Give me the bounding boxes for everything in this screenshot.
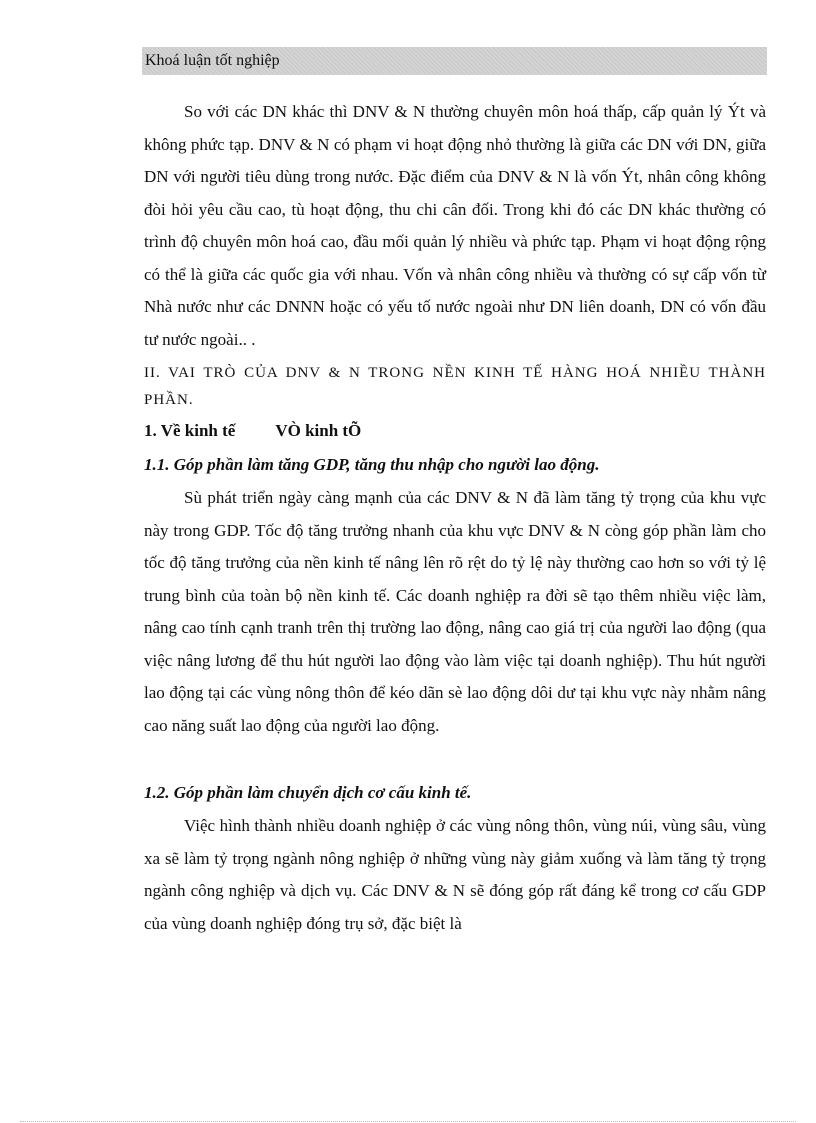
paragraph-gdp: Sù phát triển ngày càng mạnh của các DNV & N đã làm tăng tỷ trọng của khu vực này trong GDP. Tốc độ tăng trưởng nhanh của khu vực DNV & N còng góp phần làm cho tốc độ tăng trưởng của nền kinh tế nâng lên rõ rệt do tỷ lệ này thường cao hơn so với tỷ lệ trung bình của toàn bộ nền kinh tế. Các doanh nghiệp ra đời sẽ tạo thêm nhiều việc làm, nâng cao tính cạnh tranh trên thị trường lao động, nâng cao giá trị của người lao động (qua việc nâng lương để thu hút người lao động vào làm việc tại doanh nghiệp). Thu hút người lao động tại các vùng nông thôn để kéo dãn sè lao động dôi dư tại khu vực này nhằm nâng cao năng suất lao động của người lao động. (144, 488, 766, 735)
paragraph-structure: Việc hình thành nhiều doanh nghiệp ở các vùng nông thôn, vùng núi, vùng sâu, vùng xa sẽ làm tỷ trọng ngành nông nghiệp ở những vùng này giảm xuống và làm tăng tỷ trọng ngành công nghiệp và dịch vụ. Các DNV & N sẽ đóng góp rất đáng kể trong cơ cấu GDP của vùng doanh nghiệp đóng trụ sở, đặc biệt là (144, 816, 766, 933)
section-heading-roles: II. VAI TRÒ CỦA DNV & N TRONG NỀN KINH TẾ HÀNG HOÁ NHIỀU THÀNH PHẦN. (144, 365, 766, 408)
subheading-gdp: 1.1. Góp phần làm tăng GDP, tăng thu nhập cho người lao động. (144, 455, 600, 474)
document-body (144, 96, 766, 940)
subheading-economy-label: 1. Về kinh tế (144, 421, 236, 440)
paragraph-comparison: So với các DN khác thì DNV & N thường chuyên môn hoá thấp, cấp quản lý Ýt và không phức tạp. DNV & N có phạm vi hoạt động nhỏ thường là giữa các DN với DN, giữa DN với người tiêu dùng trong nước. Đặc điểm của DNV & N là vốn Ýt, nhân công không đòi hỏi yêu cầu cao, tù hoạt động, thu chi cân đối. Trong khi đó các DN khác thường có trình độ chuyên môn hoá cao, đầu mối quản lý nhiều và phức tạp. Phạm vi hoạt động rộng có thể là giữa các quốc gia với nhau. Vốn và nhân công nhiều và thường có sự cấp vốn từ Nhà nước như các DNNN hoặc có yếu tố nước ngoài như DN liên doanh, DN có vốn đầu tư nước ngoài.. . (144, 102, 766, 349)
header-title: Khoá luận tốt nghiệp (145, 52, 280, 69)
page-bottom-divider (20, 1121, 796, 1122)
spacer (144, 742, 766, 774)
page-header (142, 47, 767, 75)
subheading-structure: 1.2. Góp phần làm chuyển dịch cơ cấu kinh tế. (144, 783, 472, 802)
subheading-economy (144, 416, 766, 446)
subheading-economy-garbled: VÒ kinh tÕ (275, 421, 362, 440)
